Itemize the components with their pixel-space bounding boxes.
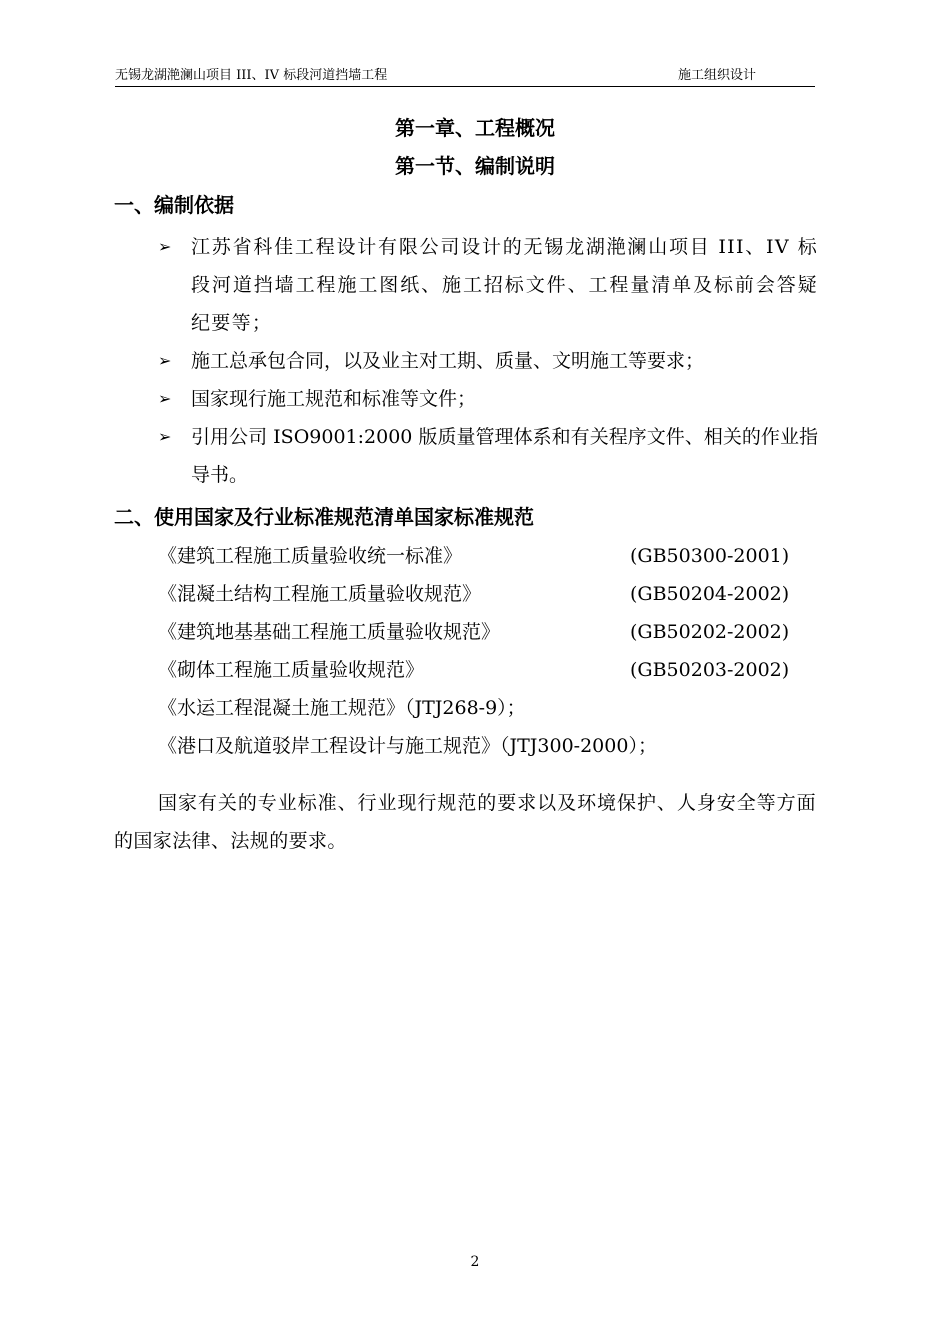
page-number: 2 [470,1254,480,1270]
standard-row [158,689,798,727]
standard-name: 《港口及航道驳岸工程设计与施工规范》（JTJ300-2000）； [158,735,657,757]
arrow-bullet-icon: ➢ [158,237,172,256]
standards-list [158,537,798,765]
list-item-text: 国家现行施工规范和标准等文件； [191,388,477,410]
section-title: 第一节、编制说明 [395,154,555,178]
standard-name: 《砌体工程施工质量验收规范》 [158,659,425,681]
standard-code: (GB50204-2002) [630,583,790,605]
closing-paragraph: 国家有关的专业标准、行业现行规范的要求以及环境保护、人身安全等方面的国家法律、法规的要求。 [114,792,816,852]
arrow-bullet-icon: ➢ [158,427,172,446]
standard-name: 《建筑地基基础工程施工质量验收规范》 [158,621,501,643]
standard-row [158,537,798,575]
standard-code: (GB50203-2002) [630,659,790,681]
list-item-text: 江苏省科佳工程设计有限公司设计的无锡龙湖滟澜山项目 III、IV 标段河道挡墙工程施工图纸、施工招标文件、工程量清单及标前会答疑纪要等； [191,236,818,334]
basis-list [158,228,818,494]
standard-name: 《水运工程混凝土施工规范》（JTJ268-9）； [158,697,526,719]
header-document-type: 施工组织设计 [678,68,757,83]
arrow-bullet-icon: ➢ [158,389,172,408]
heading-standards-list: 二、使用国家及行业标准规范清单国家标准规范 [114,505,534,529]
chapter-title: 第一章、工程概况 [395,116,555,140]
standard-row [158,651,798,689]
standard-name: 《建筑工程施工质量验收统一标准》 [158,545,463,567]
standard-code: (GB50202-2002) [630,621,790,643]
list-item [158,418,818,494]
standard-code: (GB50300-2001) [630,545,790,567]
standard-name: 《混凝土结构工程施工质量验收规范》 [158,583,482,605]
list-item [158,342,818,380]
list-item-text: 引用公司 ISO9001:2000 版质量管理体系和有关程序文件、相关的作业指导书。 [191,426,818,486]
page-header [115,66,815,87]
list-item-text: 施工总承包合同，以及业主对工期、质量、文明施工等要求； [191,350,705,372]
list-item [158,380,818,418]
standard-row [158,575,798,613]
standard-row [158,727,798,765]
standard-row [158,613,798,651]
header-project-title: 无锡龙湖滟澜山项目 III、IV 标段河道挡墙工程 [115,68,388,83]
list-item [158,228,818,342]
arrow-bullet-icon: ➢ [158,351,172,370]
heading-compilation-basis: 一、编制依据 [114,193,234,217]
